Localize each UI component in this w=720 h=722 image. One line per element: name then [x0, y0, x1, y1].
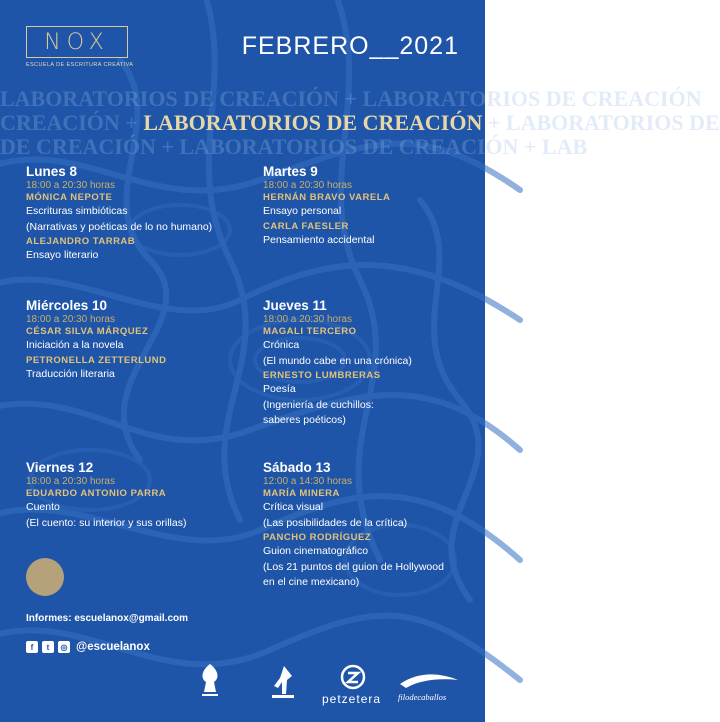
facebook-icon[interactable]: f [26, 641, 38, 653]
logo-box [26, 26, 128, 58]
workshop-line: en el cine mexicano) [263, 576, 360, 588]
workshop-line: saberes poéticos) [263, 414, 346, 426]
university-seal-icon [196, 662, 224, 698]
day-saturday [263, 460, 444, 591]
workshop-line: Cuento [26, 501, 60, 513]
date-heading: FEBRERO__2021 [241, 32, 459, 60]
instructor-name: HERNÁN BRAVO VARELA [263, 192, 391, 203]
banner-row-3: DE CREACIÓN + LABORATORIOS DE CREACIÓN + LAB [0, 134, 588, 159]
petzetera-wordmark: petzetera [322, 692, 382, 706]
logo-subtitle: ESCUELA DE ESCRITURA CREATIVA [26, 62, 134, 68]
workshop-line: Guion cinematográfico [263, 545, 369, 557]
instructor-name: MAGALI TERCERO [263, 326, 357, 337]
twitter-icon[interactable]: t [42, 641, 54, 653]
banner-row-2-left: CREACIÓN + [0, 110, 144, 135]
social-handle[interactable]: @escuelanox [76, 641, 150, 653]
instructor-name: PANCHO RODRÍGUEZ [263, 532, 372, 543]
day-tuesday [263, 164, 390, 248]
workshop-line: (Las posibilidades de la crítica) [263, 516, 408, 529]
gold-circle-decoration [26, 558, 64, 596]
day-time: 18:00 a 20:30 horas [263, 314, 352, 325]
nox-logo [26, 26, 133, 68]
day-time: 12:00 a 14:30 horas [263, 476, 352, 487]
day-time: 18:00 a 20:30 horas [26, 180, 115, 191]
instructor-name: PETRONELLA ZETTERLUND [26, 354, 167, 366]
day-wednesday [26, 298, 167, 382]
workshop-line: (El mundo cabe en una crónica) [263, 354, 412, 367]
logo-text: NOX [44, 29, 110, 55]
workshop-line: Ensayo literario [26, 249, 99, 261]
day-time: 18:00 a 20:30 horas [26, 314, 115, 325]
banner-row-1: LABORATORIOS DE CREACIÓN + LABORATORIOS DE CREACIÓN [0, 86, 702, 111]
social-links [26, 641, 150, 653]
instructor-name: MÓNICA NEPOTE [26, 192, 113, 203]
workshop-line: Traducción literaria [26, 367, 115, 380]
workshop-line: Escrituras simbióticas [26, 205, 128, 217]
day-title: Lunes 8 [26, 164, 78, 179]
day-monday [26, 164, 212, 264]
workshop-line: (Los 21 puntos del guion de Hollywood [263, 560, 444, 573]
instagram-icon[interactable]: ◎ [58, 641, 70, 653]
day-title: Martes 9 [263, 164, 318, 179]
day-title: Miércoles 10 [26, 298, 108, 313]
workshop-line: Poesía [263, 383, 296, 395]
contact-email[interactable]: Informes: escuelanox@gmail.com [26, 613, 189, 624]
day-friday [26, 460, 186, 531]
workshop-line: Crítica visual [263, 501, 324, 513]
figure-logo-icon [268, 664, 298, 700]
instructor-name: ALEJANDRO TARRAB [26, 236, 136, 247]
instructor-name: CARLA FAESLER [263, 220, 349, 232]
day-thursday [263, 298, 412, 429]
banner-row-2-right: + LABORATORIOS DE [482, 110, 720, 135]
filodecaballos-logo-icon [398, 670, 460, 690]
instructor-name: ERNESTO LUMBRERAS [263, 370, 381, 381]
instructor-name: EDUARDO ANTONIO PARRA [26, 488, 167, 499]
day-time: 18:00 a 20:30 horas [263, 180, 352, 191]
day-time: 18:00 a 20:30 horas [26, 476, 115, 487]
instructor-name: CÉSAR SILVA MÁRQUEZ [26, 326, 149, 337]
day-title: Sábado 13 [263, 460, 331, 475]
banner-row-2 [0, 110, 720, 136]
instructor-name: MARÍA MINERA [263, 488, 340, 499]
filodecaballos-wordmark: filodecaballos [398, 692, 447, 702]
workshop-line: Crónica [263, 339, 300, 351]
workshop-line: (Narrativas y poéticas de lo no humano) [26, 220, 213, 233]
workshop-line: (El cuento: su interior y sus orillas) [26, 516, 187, 529]
workshop-line: Ensayo personal [263, 205, 342, 217]
day-title: Jueves 11 [263, 298, 327, 313]
petzetera-logo-icon [340, 664, 366, 690]
banner-highlight: LABORATORIOS DE CREACIÓN [143, 110, 483, 135]
day-title: Viernes 12 [26, 460, 94, 475]
workshop-line: Iniciación a la novela [26, 339, 124, 351]
workshop-line: (Ingeniería de cuchillos: [263, 398, 374, 411]
workshop-line: Pensamiento accidental [263, 233, 375, 246]
